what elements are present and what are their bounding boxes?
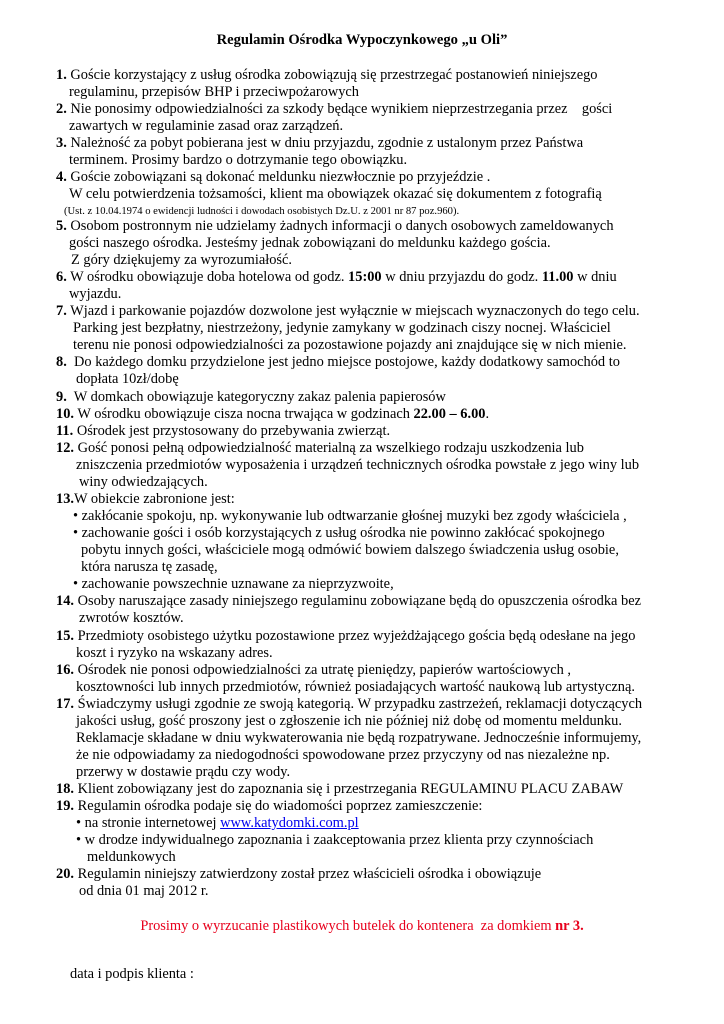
- rule-7-line-1: [56, 303, 640, 320]
- rule-17-line-1: [56, 696, 642, 713]
- rule-5-line-1: [56, 218, 614, 235]
- rule-8-line-2: dopłata 10zł/dobę: [76, 371, 179, 387]
- rule-text: Świadczymy usługi zgodnie ze swoją kategorią. W przypadku zastrzeżeń, reklamacji dotyczących: [77, 696, 643, 712]
- rule-14-line-1: [56, 593, 641, 610]
- rule-text: .: [485, 406, 490, 422]
- rule-19-bullet-1: [76, 815, 359, 832]
- rule-text: W domkach obowiązuje kategoryczny zakaz palenia papierosów: [70, 389, 446, 405]
- rule-20-line-2: od dnia 01 maj 2012 r.: [79, 883, 209, 899]
- client-signature-label: data i podpis klienta :: [70, 966, 194, 982]
- rule-number: 20.: [56, 866, 74, 882]
- rule-number: 1.: [56, 67, 67, 83]
- rule-number: 5.: [56, 218, 67, 234]
- recycling-note: [0, 918, 724, 935]
- website-link[interactable]: www.katydomki.com.pl: [220, 815, 359, 831]
- rule-13-bullet-3: • zachowanie powszechnie uznawane za nieprzyzwoite,: [73, 576, 394, 592]
- rule-number: 16.: [56, 662, 74, 678]
- checkin-time: 15:00: [348, 269, 382, 285]
- rule-17-line-5: przerwy w dostawie prądu czy wody.: [76, 764, 291, 780]
- rule-text: Wjazd i parkowanie pojazdów dozwolone jest wyłącznie w miejscach wyznaczonych do tego celu.: [70, 303, 640, 319]
- rule-number: 18.: [56, 781, 74, 797]
- rule-text: Do każdego domku przydzielone jest jedno miejsce postojowe, każdy dodatkowy samochód to: [70, 354, 620, 370]
- rule-text: W obiekcie zabronione jest:: [74, 491, 235, 507]
- rule-text: Goście korzystający z usług ośrodka zobowiązują się przestrzegać postanowień niniejszego: [70, 67, 598, 83]
- rule-17-line-2: jakości usług, gość proszony jest o zgłoszenie ich nie później niż dobę od momentu meldunku.: [76, 713, 622, 729]
- rule-text: W ośrodku obowiązuje doba hotelowa od godz.: [70, 269, 349, 285]
- rule-13-bullet-2-line-2: pobytu innych gości, właściciele mogą odmówić bowiem dalszego świadczenia usług osobie,: [81, 542, 619, 558]
- rule-16-line-2: kosztowności lub innych przedmiotów, również posiadających wartość naukową lub artystyczną.: [76, 679, 635, 695]
- rule-number: 8.: [56, 354, 67, 370]
- rule-1-line-2: regulaminu, przepisów BHP i przeciwpożarowych: [69, 84, 359, 100]
- rule-text: Goście zobowiązani są dokonać meldunku niezwłocznie po przyjeździe .: [70, 169, 491, 185]
- rule-number: 14.: [56, 593, 74, 609]
- rule-12-line-1: [56, 440, 584, 457]
- rule-17-line-3: Reklamacje składane w dniu wykwaterowania nie będą rozpatrywane. Jednocześnie informujemy,: [76, 730, 642, 746]
- rule-text: w dniu przyjazdu do godz.: [381, 269, 542, 285]
- rule-number: 11.: [56, 423, 74, 439]
- rule-13-bullet-2-line-1: • zachowanie gości i osób korzystających z usług ośrodka nie powinno zakłócać spokojnego: [73, 525, 605, 541]
- cabin-number: nr 3.: [555, 918, 584, 934]
- rule-6-line-1: [56, 269, 617, 286]
- rule-3-line-1: [56, 135, 583, 152]
- rule-number: 12.: [56, 440, 74, 456]
- rule-number: 15.: [56, 628, 74, 644]
- rule-16-line-1: [56, 662, 571, 679]
- rule-text: Klient zobowiązany jest do zapoznania się i przestrzegania REGULAMINU PLACU ZABAW: [77, 781, 624, 797]
- rule-text: w dniu: [573, 269, 617, 285]
- rule-15-line-1: [56, 628, 635, 645]
- rule-15-line-2: koszt i ryzyko na wskazany adres.: [76, 645, 273, 661]
- rule-number: 19.: [56, 798, 74, 814]
- rule-text: Nie ponosimy odpowiedzialności za szkody będące wynikiem nieprzestrzegania przez gości: [70, 101, 613, 117]
- rule-18: [56, 781, 623, 798]
- rule-number: 4.: [56, 169, 67, 185]
- note-text: Prosimy o wyrzucanie plastikowych butelek do kontenera za domkiem: [140, 918, 556, 934]
- rule-number: 13.: [56, 491, 74, 507]
- rule-4-line-2: W celu potwierdzenia tożsamości, klient ma obowiązek okazać się dokumentem z fotografią: [69, 186, 602, 202]
- rule-13-bullet-2-line-3: która narusza tę zasadę,: [81, 559, 218, 575]
- rule-17-line-4: że nie odpowiadamy za niedogodności spowodowane przez przyczyny od nas niezależne np.: [76, 747, 610, 763]
- rule-text: Ośrodek nie ponosi odpowiedzialności za utratę pieniędzy, papierów wartościowych ,: [77, 662, 572, 678]
- checkout-time: 11.00: [541, 269, 574, 285]
- rule-10: [56, 406, 489, 423]
- rule-11: [56, 423, 390, 440]
- rule-text: Ośrodek jest przystosowany do przebywania zwierząt.: [76, 423, 391, 439]
- rule-20-line-1: [56, 866, 541, 883]
- quiet-hours: 22.00 – 6.00: [413, 406, 486, 422]
- rule-9: [56, 389, 446, 406]
- rule-19-bullet-2-line-1: • w drodze indywidualnego zapoznania i zaakceptowania przez klienta przy czynnościach: [76, 832, 594, 848]
- rule-number: 17.: [56, 696, 74, 712]
- rule-5-line-2: gości naszego ośrodka. Jesteśmy jednak zobowiązani do meldunku każdego gościa.: [69, 235, 551, 251]
- rule-1-line-1: [56, 67, 597, 84]
- rule-text: Należność za pobyt pobierana jest w dniu przyjazdu, zgodnie z ustalonym przez Państwa: [70, 135, 584, 151]
- rule-7-line-2: Parking jest bezpłatny, niestrzeżony, jedynie zamykany w godzinach ciszy nocnej. Właściciel: [73, 320, 611, 336]
- rule-19-bullet-2-line-2: meldunkowych: [87, 849, 176, 865]
- rule-13-heading: [56, 491, 235, 508]
- rule-text: Przedmioty osobistego użytku pozostawione przez wyjeżdżającego gościa będą odesłane na jego: [77, 628, 636, 644]
- rule-13-bullet-1: • zakłócanie spokoju, np. wykonywanie lub odtwarzanie głośnej muzyki bez zgody właściciela ,: [73, 508, 627, 524]
- rule-12-line-3: winy odwiedzających.: [79, 474, 208, 490]
- rule-5-line-3: Z góry dziękujemy za wyrozumiałość.: [71, 252, 292, 268]
- rule-6-line-2: wyjazdu.: [69, 286, 122, 302]
- rule-number: 9.: [56, 389, 67, 405]
- rule-text: Osoby naruszające zasady niniejszego regulaminu zobowiązane będą do opuszczenia ośrodka bez: [77, 593, 642, 609]
- rule-number: 2.: [56, 101, 67, 117]
- rule-14-line-2: zwrotów kosztów.: [79, 610, 184, 626]
- rule-number: 7.: [56, 303, 67, 319]
- rule-3-line-2: terminem. Prosimy bardzo o dotrzymanie tego obowiązku.: [69, 152, 408, 168]
- rule-number: 6.: [56, 269, 67, 285]
- rule-7-line-3: terenu nie ponosi odpowiedzialności za pozostawione pojazdy ani znajdujące się w nich mienie.: [73, 337, 627, 353]
- rule-number: 10.: [56, 406, 74, 422]
- rule-text: Regulamin niniejszy zatwierdzony został przez właścicieli ośrodka i obowiązuje: [77, 866, 542, 882]
- rule-4-legal-reference: (Ust. z 10.04.1974 o ewidencji ludności i dowodach osobistych Dz.U. z 2001 nr 87 poz.960).: [64, 206, 460, 217]
- rule-text: W ośrodku obowiązuje cisza nocna trwająca w godzinach: [77, 406, 414, 422]
- rule-8-line-1: [56, 354, 620, 371]
- rule-2-line-1: [56, 101, 612, 118]
- rule-4-line-1: [56, 169, 490, 186]
- rule-12-line-2: zniszczenia przedmiotów wyposażenia i urządzeń technicznych ośrodka powstałe z jego winy lub: [76, 457, 640, 473]
- rule-2-line-2: zawartych w regulaminie zasad oraz zarządzeń.: [69, 118, 344, 134]
- document-title: Regulamin Ośrodka Wypoczynkowego „u Oli”: [216, 32, 508, 48]
- rule-text: • na stronie internetowej: [76, 815, 221, 831]
- rule-text: Osobom postronnym nie udzielamy żadnych informacji o danych osobowych zameldowanych: [70, 218, 614, 234]
- rule-text: Regulamin ośrodka podaje się do wiadomości poprzez zamieszczenie:: [77, 798, 483, 814]
- rule-number: 3.: [56, 135, 67, 151]
- rule-text: Gość ponosi pełną odpowiedzialność materialną za wszelkiego rodzaju uszkodzenia lub: [77, 440, 584, 456]
- rule-19-heading: [56, 798, 482, 815]
